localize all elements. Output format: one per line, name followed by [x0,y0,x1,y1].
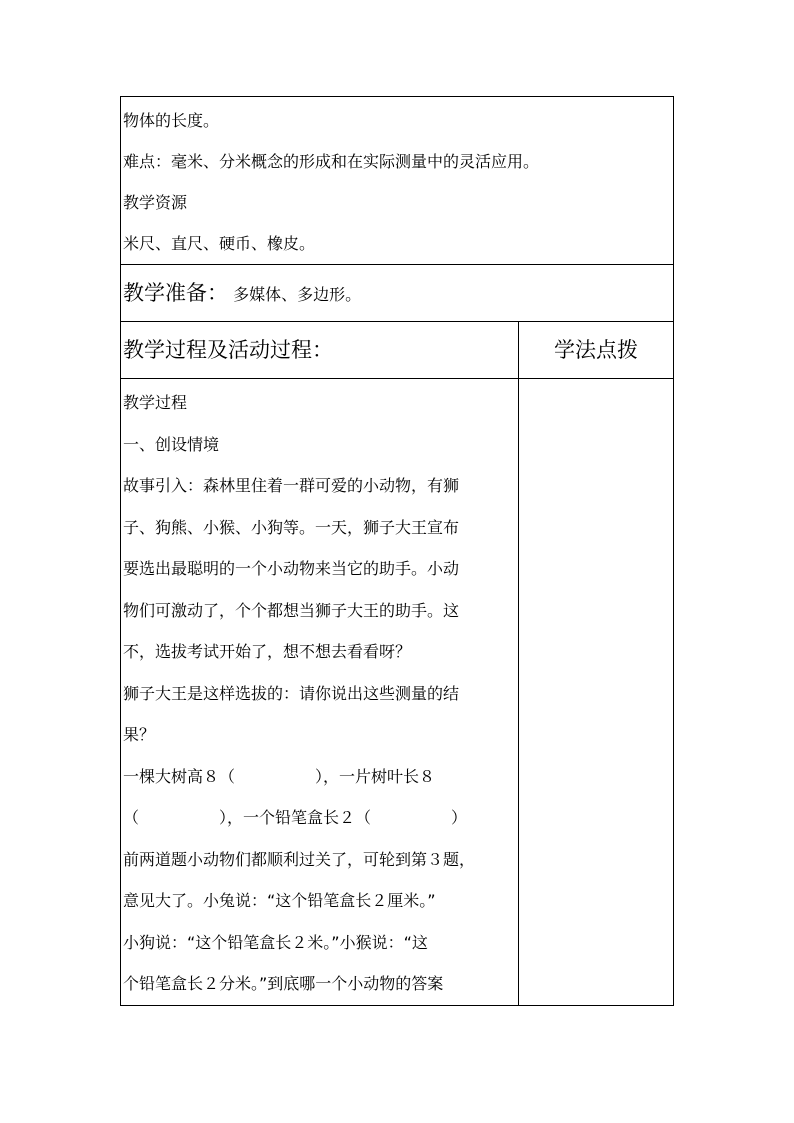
process-body-cell [121,379,519,1006]
method-tips-heading: 学法点拨 [554,338,638,362]
body-line: 子、狗熊、小猴、小狗等。一天，狮子大王宣布 [123,517,460,537]
body-line: 一、创设情境 [123,434,220,454]
process-header-left [121,322,519,379]
body-line: 教学过程 [123,393,188,412]
body-line: 物们可激动了，个个都想当狮子大王的助手。这 [123,600,460,620]
body-line: 个铅笔盒长２分米。”到底哪一个小动物的答案 [123,974,444,993]
process-header-row [121,322,674,379]
body-line: 要选出最聪明的一个小动物来当它的助手。小动 [123,559,460,578]
body-line: 果？ [123,725,156,744]
lesson-plan-table [120,96,674,1006]
preparation-value: 多媒体、多边形。 [233,285,362,304]
body-line: 故事引入：森林里住着一群可爱的小动物，有狮 [123,476,460,495]
body-line: （ ），一个铅笔盒长２（ ） [123,808,468,827]
resources-line: 米尺、直尺、硬币、橡皮。 [123,234,316,253]
process-header-right [519,322,674,379]
body-line: 不，选拔考试开始了，想不想去看看呀？ [123,642,412,661]
body-line: 一棵大树高８（ ），一片树叶长８ [123,766,436,786]
objectives-row [121,97,674,265]
body-line: 意见大了。小兔说：“这个铅笔盒长２厘米。” [123,891,436,910]
body-line: 小狗说：“这个铅笔盒长２米。”小猴说：“这 [123,932,428,952]
objective-line: 物体的长度。 [123,111,220,130]
objectives-cell [121,97,674,265]
body-line: 狮子大王是这样选拔的：请你说出这些测量的结 [123,683,460,703]
body-line: 前两道题小动物们都顺利过关了，可轮到第３题， [123,849,476,869]
method-tips-cell [519,379,674,1006]
difficulty-line: 难点：毫米、分米概念的形成和在实际测量中的灵活应用。 [123,152,540,171]
preparation-cell [121,265,674,322]
preparation-row [121,265,674,322]
preparation-label: 教学准备： [123,281,228,305]
process-heading: 教学过程及活动过程： [123,338,333,362]
process-body-row [121,379,674,1006]
resources-heading: 教学资源 [123,193,188,212]
